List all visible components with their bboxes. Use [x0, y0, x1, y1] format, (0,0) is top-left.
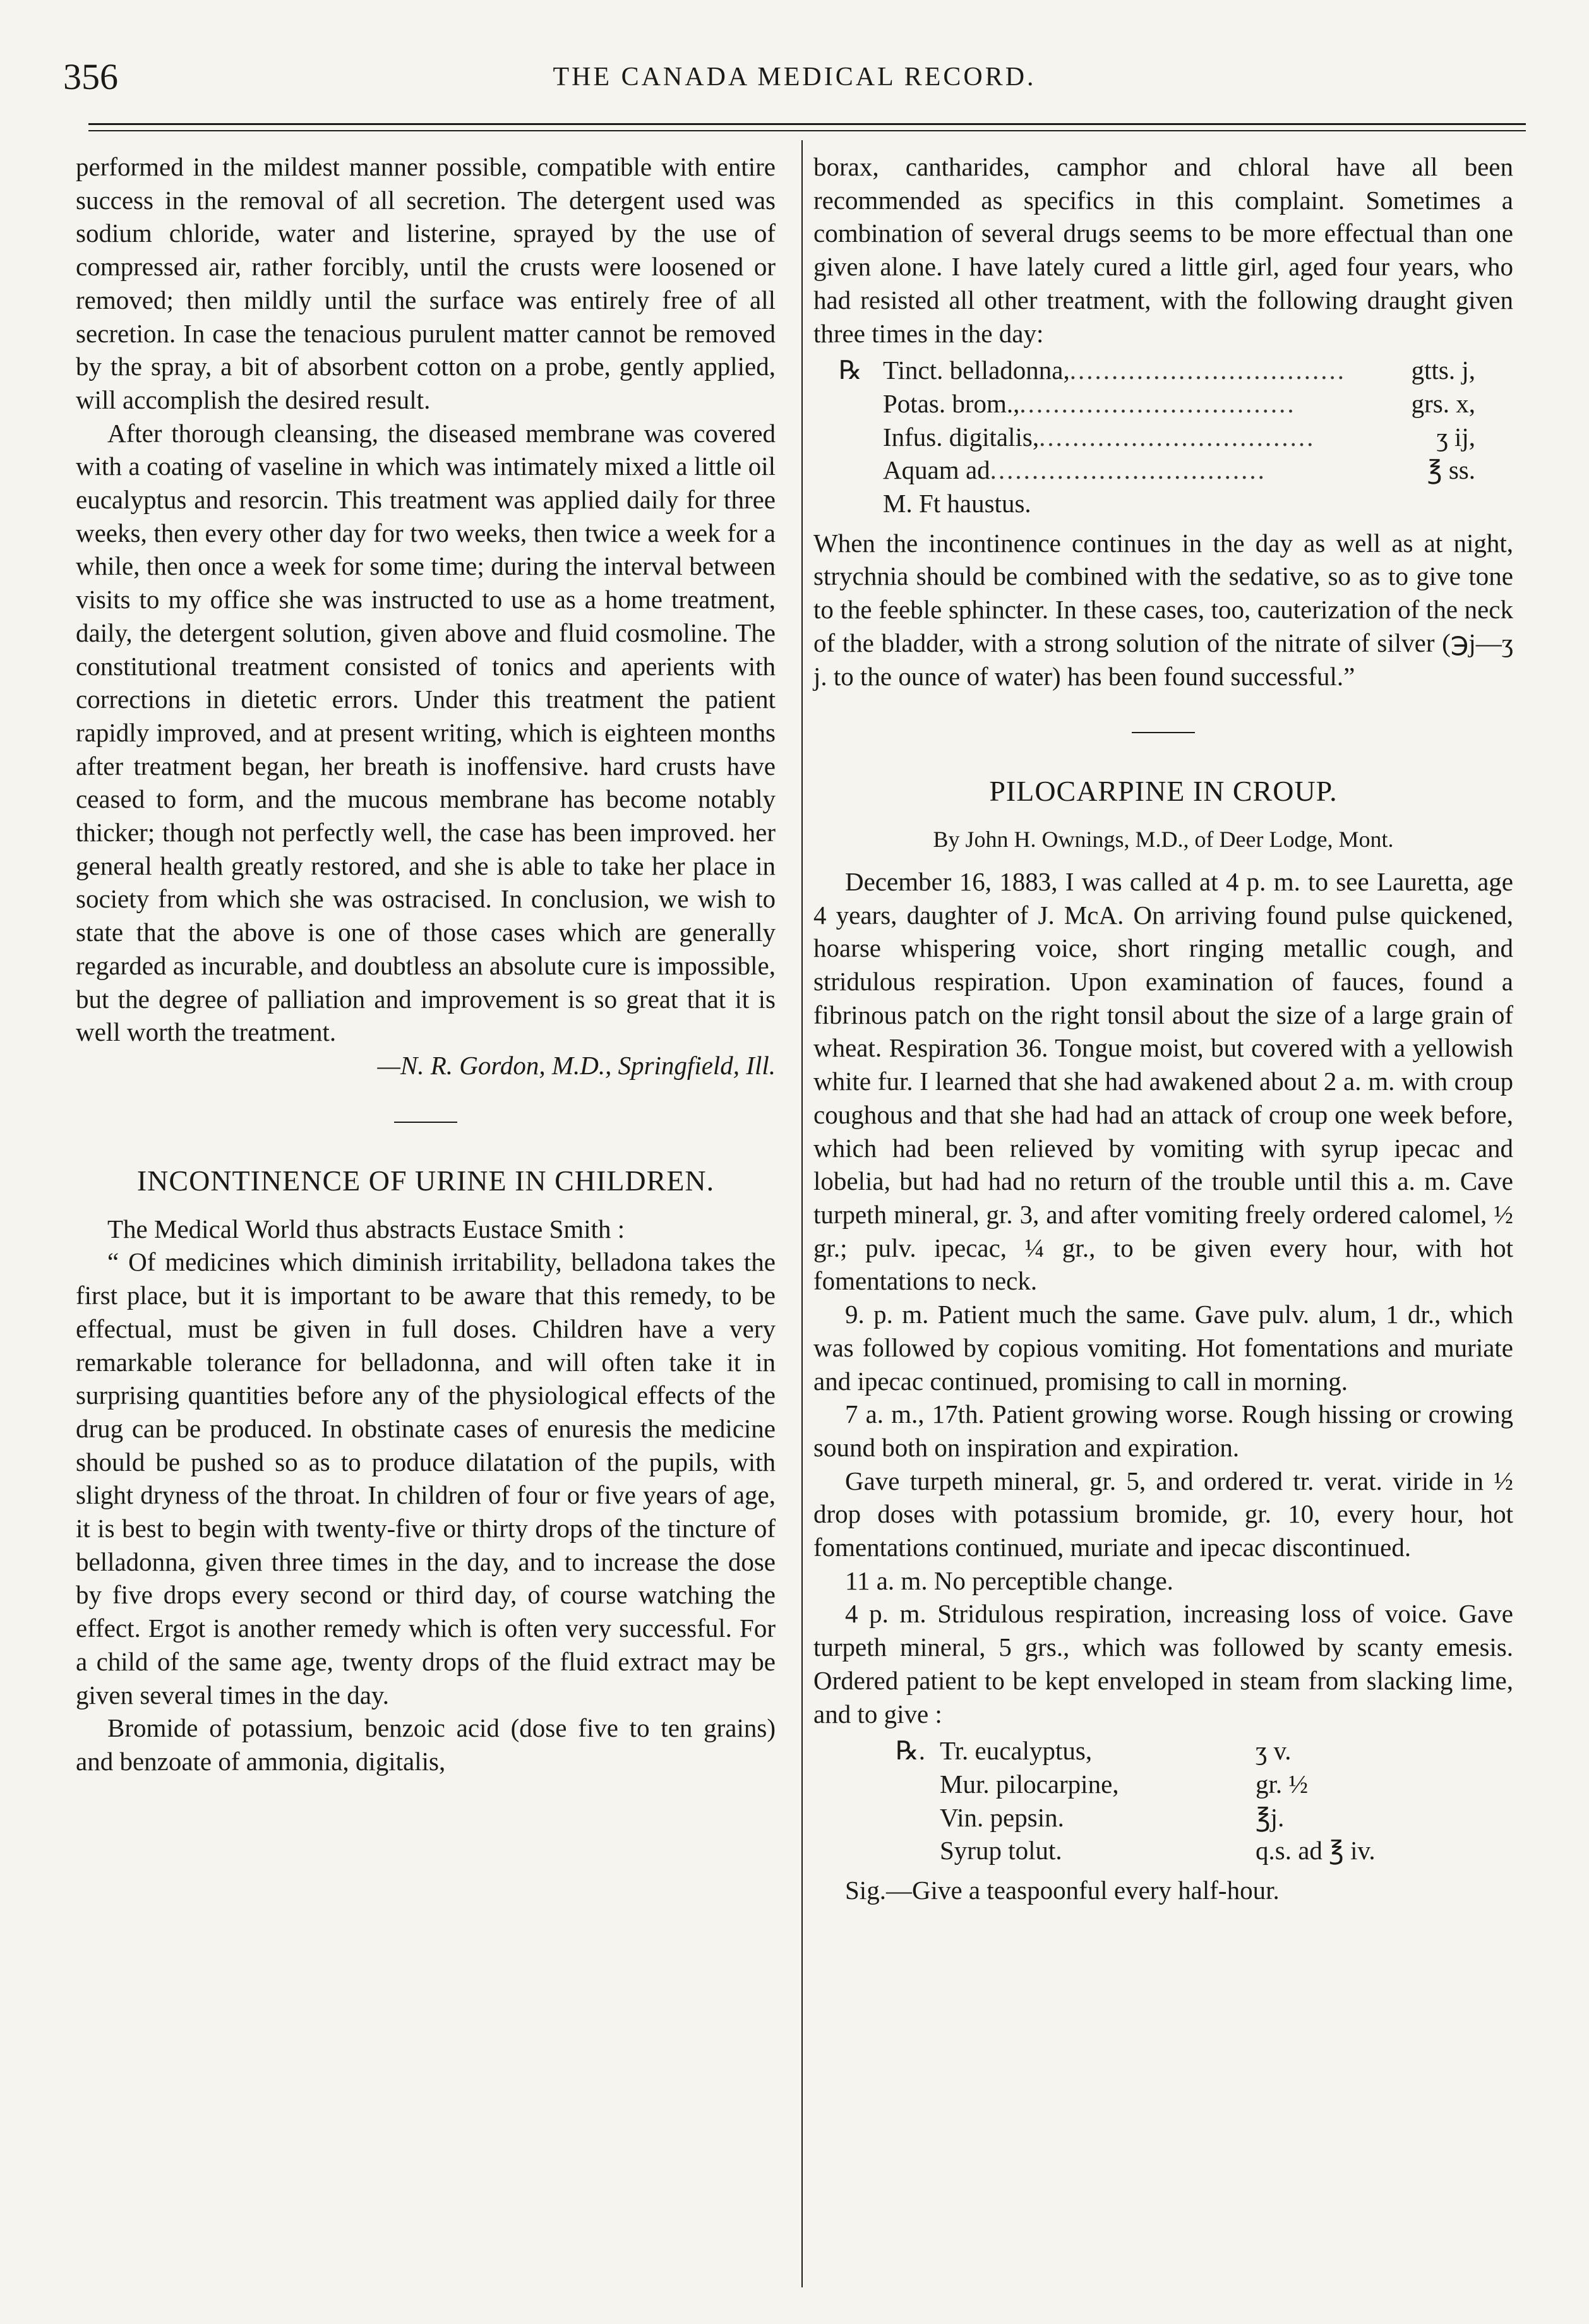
article-paragraph: Bromide of potassium, benzoic acid (dose five to ten grains) and benzoate of ammonia, digitalis,: [76, 1713, 776, 1776]
journal-title: THE CANADA MEDICAL RECORD.: [553, 63, 1036, 92]
prescription-line: ℞ Tinct. belladonna, ................................. gtts. j,: [813, 354, 1513, 387]
section-separator: [1132, 732, 1195, 733]
article-attribution: —N. R. Gordon, M.D., Springfield, Ill.: [377, 1050, 776, 1080]
case-note: Gave turpeth mineral, gr. 5, and ordered tr. verat. viride in ½ drop doses with potassium bromide, gr. 10, every hour, hot fomentations continued, muriate and ipecac discontinued.: [813, 1466, 1513, 1562]
prescription-line: ℞. Tr. eucalyptus, ʒ v.: [813, 1734, 1513, 1768]
article-paragraph: “ Of medicines which diminish irritability, belladona takes the first place, but it is important to be aware that this remedy, to be effectual, must be given in full doses. Children have a very remarkable tolerance for belladonna, and will often take it in surprising quantities before any of the physiological effects of the drug can be produced. In obstinate cases of enuresis the medicine should be pushed so as to produce dilatation of the pupils, with slight dryness of the throat. In children of four or five years of age, it is best to begin with twenty-five or thirty drops of the tincture of belladonna, given three times in the day, and to increase the dose by five drops every second or third day, of course watching the effect. Ergot is another remedy which is often very successful. For a child of the same age, twenty drops of the fluid extract may be given several times in the day.: [76, 1247, 776, 1710]
prescription-pilocarpine: [813, 1734, 1513, 1867]
article-paragraph: performed in the mildest manner possible, compatible with entire success in the removal of all secretion. The detergent used was sodium chloride, water and listerine, sprayed by the use of compressed air, rather forcibly, until the crusts were loosened or removed; then mildly until the surface was entirely free of all secretion. In case the tenacious purulent matter cannot be removed by the spray, a bit of absorbent cotton on a probe, gently applied, will accomplish the desired result.: [76, 152, 776, 414]
prescription-line: Potas. brom., ................................. grs. x,: [883, 388, 1475, 418]
prescription-line: Vin. pepsin. ℥j.: [940, 1802, 1285, 1832]
section-separator: [394, 1122, 457, 1123]
prescription-sig: Sig.—Give a teaspoonful every half-hour.: [845, 1876, 1280, 1905]
left-column: [76, 150, 776, 1778]
prescription-line: Aquam ad ................................. ℥ ss.: [883, 455, 1475, 485]
author-byline: By John H. Ownings, M.D., of Deer Lodge, Mont.: [933, 827, 1394, 853]
prescription-line: Mur. pilocarpine, gr. ½: [940, 1769, 1309, 1799]
recipe-symbol: ℞.: [896, 1736, 926, 1766]
page-number: 356: [63, 56, 118, 97]
section-heading-pilocarpine: PILOCARPINE IN CROUP.: [989, 775, 1338, 808]
running-head: [63, 56, 1526, 100]
article-paragraph: The Medical World thus abstracts Eustace Smith :: [107, 1214, 625, 1243]
prescription-line: Infus. digitalis, ................................. ʒ ij,: [883, 422, 1475, 452]
header-rule-thick: [88, 123, 1526, 125]
prescription-line: Syrup tolut. q.s. ad ℥ iv.: [940, 1836, 1376, 1866]
article-paragraph: borax, cantharides, camphor and chloral have all been recommended as specifics in this complaint. Sometimes a combination of several drugs seems to be more effectual than one given alone. I have lately cured a little girl, aged four years, who had resisted all other treatment, with the following draught given three times in the day:: [813, 152, 1513, 348]
article-paragraph: When the incontinence continues in the day as well as at night, strychnia should be combined with the sedative, so as to give tone to the feeble sphincter. In these cases, too, cauterization of the neck of the bladder, with a strong solution of the nitrate of silver (℈j—ʒ j. to the ounce of water) has been found successful.”: [813, 528, 1513, 691]
header-rule-thin: [88, 130, 1526, 131]
column-divider: [801, 140, 803, 2287]
case-note: 4 p. m. Stridulous respiration, increasing loss of voice. Gave turpeth mineral, 5 grs., which was followed by scanty emesis. Ordered patient to be kept enveloped in steam from slacking lime, and to give :: [813, 1599, 1513, 1728]
recipe-symbol: ℞: [839, 356, 862, 385]
case-note: 7 a. m., 17th. Patient growing worse. Rough hissing or crowing sound both on inspiration and expiration.: [813, 1399, 1513, 1462]
case-note: 11 a. m. No perceptible change.: [845, 1566, 1173, 1595]
section-heading-incontinence: INCONTINENCE OF URINE IN CHILDREN.: [136, 1164, 715, 1197]
prescription-belladonna: [813, 354, 1513, 520]
right-column: [813, 150, 1513, 1907]
prescription-sig: M. Ft haustus.: [883, 489, 1031, 518]
case-note: 9. p. m. Patient much the same. Gave pulv. alum, 1 dr., which was followed by copious vomiting. Hot fomentations and muriate and ipecac continued, promising to call in morning.: [813, 1300, 1513, 1396]
article-paragraph: After thorough cleansing, the diseased membrane was covered with a coating of vaseline in which was intimately mixed a little oil eucalyptus and resorcin. This treatment was applied daily for three weeks, then every other day for two weeks, then twice a week for a while, then once a week for some time; during the interval between visits to my office she was instructed to use as a home treatment, daily, the detergent solution, given above and fluid cosmoline. The constitutional treatment consisted of tonics and aperients with corrections in dietetic errors. Under this treatment the patient rapidly improved, and at present writing, which is eighteen months after treatment began, her breath is inoffensive. hard crusts have ceased to form, and the mucous membrane has become notably thicker; though not perfectly well, the case has been improved. her general health greatly restored, and she is able to take her place in society from which she was ostracised. In conclusion, we wish to state that the above is one of those cases which are generally regarded as incurable, and doubtless an absolute cure is impossible, but the degree of palliation and improvement is so great that it is well worth the treatment.: [76, 418, 776, 1047]
case-note: December 16, 1883, I was called at 4 p. m. to see Lauretta, age 4 years, daughter of J. McA. On arriving found pulse quickened, hoarse whispering voice, short ringing metallic cough, and stridulous respiration. Upon examination of fauces, found a fibrinous patch on the right tonsil about the size of a large grain of wheat. Respiration 36. Tongue moist, but covered with a yellowish white fur. I learned that she had awakened about 2 a. m. with croup coughous and that she had had an attack of croup one week before, which had been relieved by vomiting with syrup ipecac and lobelia, but had had no return of the trouble until this a. m. Cave turpeth mineral, gr. 3, and after vomiting freely ordered calomel, ½ gr.; pulv. ipecac, ¼ gr., to be given every hour, with hot fomentations to neck.: [813, 866, 1513, 1296]
